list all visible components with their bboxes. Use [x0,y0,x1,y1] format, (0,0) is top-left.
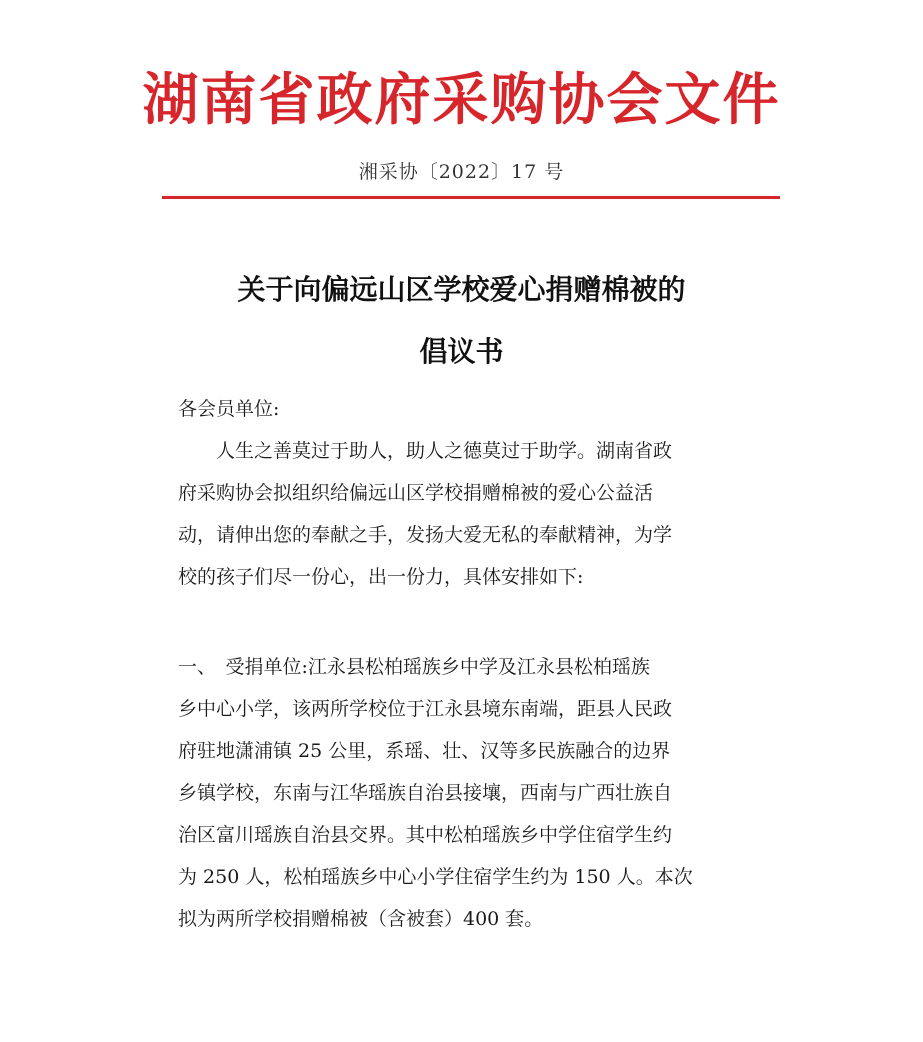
document-title-line-1: 关于向偏远山区学校爱心捐赠棉被的 [237,273,686,306]
intro-paragraph [178,430,738,598]
paragraph-line: 乡镇学校，东南与江华瑶族自治县接壤，西南与广西壮族自 [178,782,673,804]
paragraph-line: 拟为两所学校捐赠棉被（含被套）400 套。 [178,908,544,930]
item-1-paragraph [178,646,738,940]
paragraph-line: 一、 受捐单位:江永县松柏瑶族乡中学及江永县松柏瑶族 [178,656,650,678]
paragraph-line: 为 250 人，松柏瑶族乡中心小学住宿学生约为 150 人。本次 [178,866,693,888]
salutation: 各会员单位: [178,398,280,420]
header-title: 湖南省政府采购协会文件 [142,67,781,133]
document-number: 湘采协〔2022〕17 号 [358,161,565,183]
paragraph-line: 动，请伸出您的奉献之手，发扬大爱无私的奉献精神，为学 [178,524,673,546]
paragraph-line: 乡中心小学，该两所学校位于江永县境东南端，距县人民政 [178,698,673,720]
header-divider [162,196,780,199]
paragraph-line: 人生之善莫过于助人，助人之德莫过于助学。湖南省政 [178,440,673,462]
document-title-line-2: 倡议书 [419,335,504,368]
paragraph-line: 治区富川瑶族自治县交界。其中松柏瑶族乡中学住宿学生约 [178,824,673,846]
paragraph-line: 府采购协会拟组织给偏远山区学校捐赠棉被的爱心公益活 [178,482,654,504]
paragraph-line: 校的孩子们尽一份心，出一份力，具体安排如下: [178,566,584,588]
paragraph-line: 府驻地潇浦镇 25 公里，系瑶、壮、汉等多民族融合的边界 [178,740,671,762]
